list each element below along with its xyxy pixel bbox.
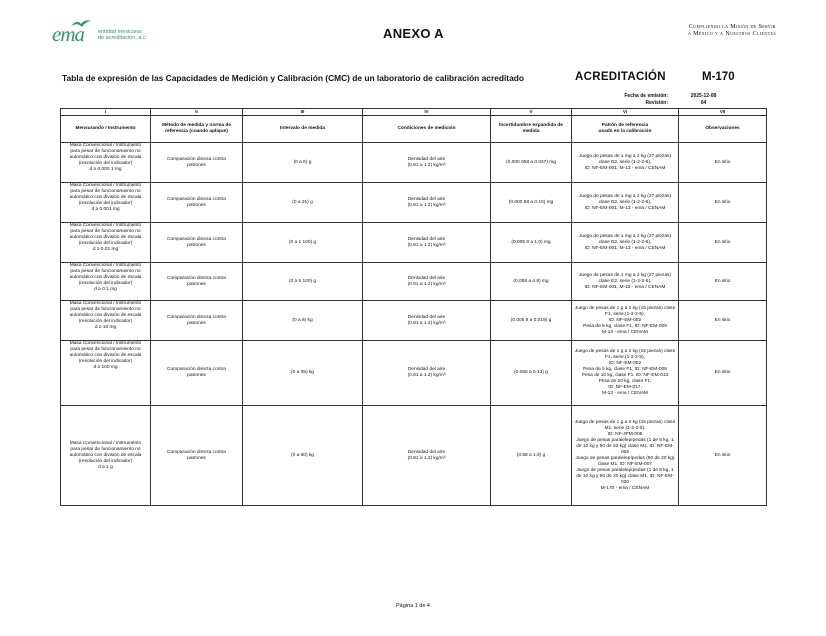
revision-label: Revisión: [645, 99, 668, 106]
cell-line: En sitio [714, 199, 731, 205]
cell-line: 030 [620, 479, 629, 485]
cell-line: para pesar de funcionamiento no [70, 307, 141, 312]
notes-cell [679, 143, 767, 183]
cell-line: Comparación directa contra [167, 367, 226, 372]
column-header [572, 116, 679, 143]
measurand-cell [61, 143, 151, 183]
cell-line: ID: NF-JPM-005 [607, 431, 643, 437]
cell-line: (0.81 a 1.2) kg/m³ [407, 373, 446, 378]
reference-standard-cell [572, 223, 679, 263]
cell-line: Comparación directa contra [167, 156, 226, 162]
reference-standard-cell [572, 301, 679, 341]
conditions-cell [363, 406, 491, 506]
cell-line: patrones [187, 320, 206, 326]
roman-numeral-row [61, 109, 767, 116]
cell-line: Densidad del aire [407, 156, 446, 162]
cell-line: patrones [187, 162, 206, 168]
logo-text [98, 29, 147, 41]
method-cell [151, 223, 243, 263]
cell-line: Masa Convencional / Instrumento [69, 143, 142, 148]
logo-text-line1: entidad mexicana [98, 29, 142, 35]
cell-line: clase E2, serie (1-2-2-5), [598, 278, 652, 284]
cell-line: (resolución del indicador) [78, 161, 133, 166]
column-header-line: Incertidumbre expandida de [499, 123, 563, 128]
uncertainty-cell [491, 301, 572, 341]
cell-line: (resolución del indicador) [78, 241, 133, 246]
slogan-line2: a México y a Nuestros Clientes [687, 31, 776, 37]
column-header-line: usado en la calibración [598, 129, 652, 134]
column-header [363, 116, 491, 143]
cell-line: En sitio [714, 452, 731, 458]
cell-line: automático con división de escala [69, 155, 142, 160]
logo-mark: ema [52, 22, 84, 46]
cell-line: (0.58 a 1.9) g [516, 452, 546, 458]
column-header-line: Intervalo de medida [279, 126, 326, 131]
cell-line: Juego de pesas de 1 g a 2 kg (15 piezas) clase [574, 419, 676, 425]
cell-line: de 10 kg y 50 de 20 kg) clase M1, ID: NF-EM- [576, 443, 674, 449]
column-numeral: I [61, 109, 151, 116]
cell-line: (resolución del indicador) [78, 458, 133, 464]
cell-line: patrones [187, 202, 206, 208]
cell-line: (0 a 60) kg [291, 452, 314, 458]
cell-line: En sitio [714, 278, 731, 284]
range-cell [243, 143, 363, 183]
logo-text-line2: de acreditación, a.c. [98, 35, 148, 41]
cell-line: patrones [187, 242, 206, 248]
conditions-cell [363, 301, 491, 341]
annex-title: ANEXO A [383, 26, 444, 41]
cell-line: Pesa de 5 kg, clase F1, ID: NF-EM-009 [583, 367, 667, 372]
cell-line: para pesar de funcionamiento no [70, 269, 141, 274]
measurand-cell [61, 341, 151, 406]
uncertainty-cell [491, 406, 572, 506]
table-row [61, 406, 767, 506]
column-header-line: Mensurando / Instrumento [75, 126, 136, 131]
notes-cell [679, 263, 767, 301]
cell-line: (0.81 a 1.2) kg/m³ [407, 281, 446, 287]
column-numeral: VII [679, 109, 767, 116]
uncertainty-cell [491, 341, 572, 406]
range-cell [243, 301, 363, 341]
cell-line: clase E2, serie (1-2-2-5), [598, 159, 652, 165]
cell-line: clase E2, serie (1-2-2-5), [598, 239, 652, 245]
cell-line: (0 a 6) g [293, 159, 312, 165]
cell-line: ID: NF-EM-001, M-13 - ema / CENAM [584, 165, 666, 171]
measurand-cell [61, 223, 151, 263]
cell-line: para pesar de funcionamiento no [70, 446, 141, 452]
notes-cell [679, 341, 767, 406]
cell-line: F1, serie (1-2-2-5), [605, 355, 645, 360]
accreditation-label: ACREDITACIÓN [575, 71, 666, 83]
cell-line: Juego de pesas paralelepípedas (1 de 5 kg, 1 [576, 437, 674, 443]
measurand-cell [61, 301, 151, 341]
cell-line: Pesa de 10 kg, clase F1, ID: NF-EM-013 [581, 373, 669, 378]
cell-line: (0.000 058 a 0.047) mg [506, 159, 556, 165]
cell-line: 006 [620, 449, 629, 455]
cell-line: Densidad del aire [407, 236, 446, 242]
column-header [61, 116, 151, 143]
column-header [151, 116, 243, 143]
column-numeral: IV [363, 109, 491, 116]
uncertainty-cell [491, 143, 572, 183]
slogan-line1: Cumpliendo la Misión de Servir [688, 24, 776, 30]
cell-line: M1, serie (1-2-2-5), [604, 425, 646, 431]
conditions-cell [363, 223, 491, 263]
cell-line: En sitio [714, 370, 731, 375]
column-header-line: medida [522, 129, 540, 134]
cell-line: patrones [187, 281, 206, 287]
notes-cell [679, 301, 767, 341]
cell-line: M-170 - ema / CENAM [600, 485, 650, 491]
cell-line: (0.81 a 1.2) kg/m³ [407, 242, 446, 248]
column-header [491, 116, 572, 143]
method-cell [151, 263, 243, 301]
cell-line: Densidad del aire [407, 196, 446, 202]
cell-line: (0.81 a 1.2) kg/m³ [407, 162, 446, 168]
column-header-line: Patrón de referencia [601, 123, 649, 128]
cell-line: En sitio [714, 317, 731, 323]
method-cell [151, 183, 243, 223]
cell-line: (0 a 6) kg [292, 317, 313, 323]
cell-line: d ≥ 0.01 mg [92, 247, 119, 252]
uncertainty-cell [491, 183, 572, 223]
cell-line: (0.81 a 1.2) kg/m³ [407, 202, 446, 208]
cell-line: para pesar de funcionamiento no [70, 189, 141, 194]
cell-line: patrones [187, 373, 206, 378]
cell-line: Juego de pesas de 1 g a 2 kg (15 piezas) clase [574, 305, 676, 311]
cell-line: d ≥ 1 g [98, 464, 113, 470]
accreditation-code: M-170 [702, 71, 735, 83]
cell-line: Densidad del aire [407, 314, 446, 320]
column-numeral: III [243, 109, 363, 116]
cell-line: d ≥ 0.1 mg [94, 287, 117, 292]
cell-line: Masa Convencional / Instrumento [69, 183, 142, 188]
cell-line: En sitio [714, 159, 731, 165]
cell-line: (0 a 1 100) g [288, 239, 317, 245]
reference-standard-cell [572, 406, 679, 506]
method-cell [151, 341, 243, 406]
revision-row [600, 100, 735, 107]
cell-line: Comparación directa contra [167, 314, 226, 320]
conditions-cell [363, 341, 491, 406]
measurand-cell [61, 183, 151, 223]
column-header-line: referencia (cuando aplique) [165, 129, 228, 134]
range-cell [243, 341, 363, 406]
cmc-table-body [61, 143, 767, 506]
cell-line: ID: NF-EM-017, [608, 385, 642, 390]
cmc-table [60, 108, 767, 506]
cell-line: patrones [187, 455, 206, 461]
cell-line: Densidad del aire [407, 275, 446, 281]
cell-line: d ≥ 10 mg [94, 325, 117, 330]
cell-line: Comparación directa contra [167, 449, 226, 455]
cell-line: Juego de pesas de 1 mg a 2 kg (27 piezas) [579, 272, 671, 278]
cell-line: Densidad del aire [407, 367, 446, 372]
cell-line: para pesar de funcionamiento no [70, 229, 141, 234]
table-row [61, 301, 767, 341]
cell-line: ID: NF-EM-002 [608, 317, 642, 323]
cell-line: (0 a 31) g [292, 199, 313, 205]
cell-line: Pesa de 5 kg, clase F1, ID: NF-EM-009 [583, 323, 667, 329]
column-header-row [61, 116, 767, 143]
notes-cell [679, 223, 767, 263]
table-row [61, 341, 767, 406]
cell-line: Juego de pesas de 1 mg a 2 kg (27 piezas) [579, 233, 671, 239]
column-header [679, 116, 767, 143]
range-cell [243, 263, 363, 301]
cell-line: automático con división de escala [69, 353, 142, 358]
cell-line: (0.005 8 a 1.0) mg [511, 239, 551, 245]
column-numeral: V [491, 109, 572, 116]
cell-line: ID: NF-EM-001, M-13 - ema / CENAM [584, 245, 666, 251]
cell-line: (resolución del indicador) [78, 201, 133, 206]
conditions-cell [363, 263, 491, 301]
table-row [61, 263, 767, 301]
bird-icon [70, 18, 92, 28]
cell-line: d ≥ 0.001 mg [91, 207, 120, 212]
cell-line: automático con división de escala [69, 195, 142, 200]
cell-line: Comparación directa contra [167, 236, 226, 242]
cell-line: (0.058 a 0.13) g [514, 370, 548, 375]
uncertainty-cell [491, 223, 572, 263]
range-cell [243, 406, 363, 506]
column-header-line: Método de medida y norma de [161, 123, 232, 128]
column-header-line: Condiciones de medición [397, 126, 456, 131]
page-number: Página 1 de 4 [396, 603, 430, 609]
cell-line: Juego de pesas paralelepípedas (50 de 20 kg) [575, 455, 675, 461]
column-numeral: II [151, 109, 243, 116]
cell-line: (0.000 58 a 0.10) mg [508, 199, 554, 205]
issue-date-label: Fecha de emisión: [624, 93, 668, 99]
cell-line: M-13 - ema / CENAM [602, 329, 648, 335]
range-cell [243, 183, 363, 223]
method-cell [151, 301, 243, 341]
cell-line: ID: NF-EM-001, M-13 - ema / CENAM [584, 284, 666, 290]
range-cell [243, 223, 363, 263]
cell-line: Masa Convencional / Instrumento [69, 301, 142, 306]
cell-line: (resolución del indicador) [78, 281, 133, 286]
table-row [61, 143, 767, 183]
cell-line: (resolución del indicador) [78, 319, 133, 324]
cell-line: Juego de pesas de 1 mg a 2 kg (27 piezas) [579, 153, 671, 159]
table-row [61, 183, 767, 223]
method-cell [151, 143, 243, 183]
cell-line: clase E2, serie (1-2-2-5), [598, 199, 652, 205]
cell-line: automático con división de escala [69, 452, 142, 458]
cell-line: automático con división de escala [69, 275, 142, 280]
cell-line: Juego de pesas paralelepípedas (1 de 5 kg, 1 [576, 467, 674, 473]
cell-line: Densidad del aire [407, 449, 446, 455]
cell-line: (resolución del indicador) [78, 359, 133, 364]
cell-line: automático con división de escala [69, 235, 142, 240]
conditions-cell [363, 183, 491, 223]
document-title: Tabla de expresión de las Capacidades de Medición y Calibración (CMC) de un laboratorio de calibración acreditado [62, 73, 524, 83]
conditions-cell [363, 143, 491, 183]
notes-cell [679, 406, 767, 506]
uncertainty-cell [491, 263, 572, 301]
issue-meta [600, 93, 735, 106]
column-header-line: Observaciones [705, 126, 740, 131]
cell-line: M-13 - ema / CENAM [602, 391, 648, 396]
measurand-cell [61, 406, 151, 506]
cell-line: para pesar de funcionamiento no [70, 149, 141, 154]
revision-value: 04 [700, 99, 707, 106]
cell-line: (0.81 a 1.2) kg/m³ [407, 320, 446, 326]
reference-standard-cell [572, 341, 679, 406]
cell-line: (0 a 35) kg [291, 370, 314, 375]
cell-line: para pesar de funcionamiento no [70, 347, 141, 352]
cell-line: Juego de pesas de 1 g a 2 kg (15 piezas) clase [574, 349, 676, 354]
cell-line: d ≥ 0.000 1 mg [89, 167, 122, 172]
issue-date-value: 2025-12-08 [690, 93, 717, 99]
column-numeral: VI [572, 109, 679, 116]
reference-standard-cell [572, 263, 679, 301]
cell-line: Pesa de 20 kg, clase F1, [598, 379, 652, 384]
cell-line: ID: NF-EM-002 [608, 361, 642, 366]
cell-line: Masa Convencional / Instrumento [69, 263, 142, 268]
cell-line: Comparación directa contra [167, 275, 226, 281]
cell-line: (0.005 8 a 0.019) g [510, 317, 552, 323]
cell-line: Masa Convencional / Instrumento [69, 223, 142, 228]
table-row [61, 223, 767, 263]
cell-line: F1, serie (1-2-2-5), [605, 311, 645, 317]
column-header [243, 116, 363, 143]
ema-logo [52, 24, 162, 48]
reference-standard-cell [572, 143, 679, 183]
cell-line: d ≥ 100 mg [93, 365, 118, 370]
measurand-cell [61, 263, 151, 301]
cell-line: de 10 kg y 50 de 20 kg) clase M1, ID: NF-EM- [576, 473, 674, 479]
reference-standard-cell [572, 183, 679, 223]
cell-line: clase M1, ID: NF-EM-007 [597, 461, 653, 467]
cell-line: En sitio [714, 239, 731, 245]
cell-line: Masa Convencional / Instrumento [69, 440, 142, 446]
cell-line: ID: NF-EM-001, M-13 - ema / CENAM [584, 205, 666, 211]
cell-line: automático con división de escala [69, 313, 142, 318]
notes-cell [679, 183, 767, 223]
cell-line: Masa Convencional / Instrumento [69, 341, 142, 346]
method-cell [151, 406, 243, 506]
cell-line: Comparación directa contra [167, 196, 226, 202]
cell-line: Juego de pesas de 1 mg a 2 kg (27 piezas) [579, 193, 671, 199]
slogan [688, 24, 776, 38]
cell-line: (0.058 a 4.8) mg [513, 278, 549, 284]
cell-line: (0.81 a 1.2) kg/m³ [407, 455, 446, 461]
cell-line: (0 a 5 100) g [288, 278, 317, 284]
